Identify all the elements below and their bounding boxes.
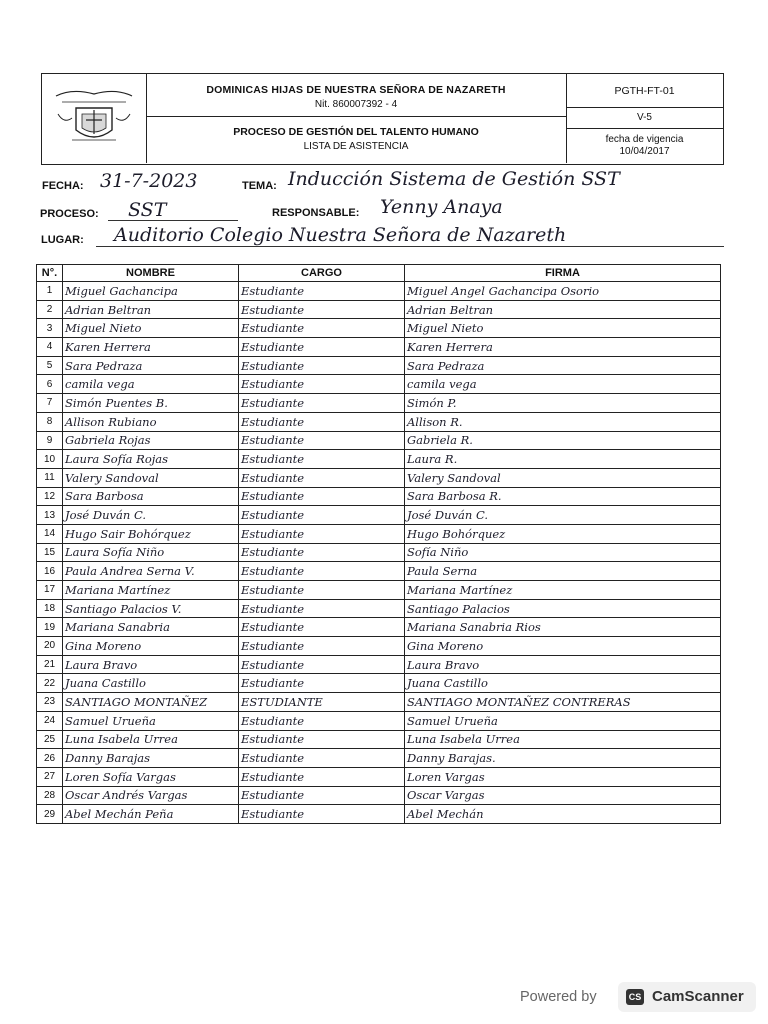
header-divider [146, 116, 566, 117]
row-signature: Miguel Nieto [405, 319, 721, 338]
row-signature: Laura R. [405, 450, 721, 469]
validity-date: 10/04/2017 [619, 146, 670, 157]
responsable-value: Yenny Anaya [380, 196, 503, 218]
row-number: 22 [37, 674, 63, 693]
table-row [37, 338, 721, 357]
row-number: 16 [37, 562, 63, 581]
header-title-block [146, 74, 567, 163]
version-divider [566, 128, 723, 129]
row-signature: Abel Mechán [405, 805, 721, 824]
org-nit: Nit. 860007392 - 4 [314, 99, 398, 110]
row-name: Sara Barbosa [63, 487, 239, 506]
document-header [41, 73, 724, 165]
row-number: 11 [37, 468, 63, 487]
camscanner-brand: CamScanner [652, 988, 744, 1005]
row-number: 4 [37, 338, 63, 357]
table-row [37, 786, 721, 805]
row-role: Estudiante [239, 468, 405, 487]
row-number: 28 [37, 786, 63, 805]
row-number: 12 [37, 487, 63, 506]
row-signature: Gabriela R. [405, 431, 721, 450]
col-header-signature: FIRMA [405, 265, 721, 282]
row-role: Estudiante [239, 338, 405, 357]
row-role: Estudiante [239, 506, 405, 525]
table-row [37, 487, 721, 506]
table-row [37, 319, 721, 338]
row-number: 7 [37, 394, 63, 413]
row-role: Estudiante [239, 786, 405, 805]
row-role: Estudiante [239, 394, 405, 413]
row-number: 21 [37, 655, 63, 674]
row-name: José Duván C. [63, 506, 239, 525]
row-name: Miguel Nieto [63, 319, 239, 338]
table-row [37, 431, 721, 450]
row-number: 3 [37, 319, 63, 338]
row-name: Oscar Andrés Vargas [63, 786, 239, 805]
row-signature: Juana Castillo [405, 674, 721, 693]
table-header-row [37, 265, 721, 282]
table-row [37, 375, 721, 394]
table-row [37, 394, 721, 413]
tema-label: TEMA: [242, 180, 277, 192]
row-signature: Mariana Martínez [405, 581, 721, 600]
row-signature: Allison R. [405, 412, 721, 431]
table-row [37, 655, 721, 674]
row-signature: camila vega [405, 375, 721, 394]
row-name: Danny Barajas [63, 749, 239, 768]
row-number: 26 [37, 749, 63, 768]
table-row [37, 767, 721, 786]
row-signature: Valery Sandoval [405, 468, 721, 487]
row-role: Estudiante [239, 450, 405, 469]
org-name: DOMINICAS HIJAS DE NUESTRA SEÑORA DE NAZARETH [206, 84, 506, 96]
lugar-label: LUGAR: [41, 234, 84, 246]
row-name: Laura Bravo [63, 655, 239, 674]
row-signature: Karen Herrera [405, 338, 721, 357]
row-number: 1 [37, 282, 63, 301]
row-signature: Mariana Sanabria Rios [405, 618, 721, 637]
row-role: Estudiante [239, 581, 405, 600]
row-name: Juana Castillo [63, 674, 239, 693]
row-number: 27 [37, 767, 63, 786]
row-signature: Paula Serna [405, 562, 721, 581]
row-signature: Gina Moreno [405, 637, 721, 656]
school-crest-logo [42, 74, 147, 163]
proceso-value: SST [128, 199, 167, 221]
table-row [37, 282, 721, 301]
table-row [37, 562, 721, 581]
validity [566, 134, 723, 158]
row-signature: Miguel Angel Gachancipa Osorio [405, 282, 721, 301]
row-name: Samuel Urueña [63, 711, 239, 730]
row-name: Loren Sofía Vargas [63, 767, 239, 786]
row-name: Valery Sandoval [63, 468, 239, 487]
proceso-underline [108, 220, 238, 221]
row-name: Paula Andrea Serna V. [63, 562, 239, 581]
form-version: V-5 [636, 112, 652, 123]
header-code-block [566, 74, 723, 163]
row-signature: Laura Bravo [405, 655, 721, 674]
table-row [37, 674, 721, 693]
row-name: Santiago Palacios V. [63, 599, 239, 618]
form-code: PGTH-FT-01 [614, 85, 675, 97]
row-name: Simón Puentes B. [63, 394, 239, 413]
row-signature: Sofía Niño [405, 543, 721, 562]
row-role: Estudiante [239, 562, 405, 581]
row-number: 10 [37, 450, 63, 469]
row-number: 2 [37, 300, 63, 319]
row-name: Karen Herrera [63, 338, 239, 357]
table-row [37, 468, 721, 487]
row-role: ESTUDIANTE [239, 693, 405, 712]
row-name: Allison Rubiano [63, 412, 239, 431]
row-signature: SANTIAGO MONTAÑEZ CONTRERAS [405, 693, 721, 712]
row-role: Estudiante [239, 618, 405, 637]
row-signature: Sara Pedraza [405, 356, 721, 375]
row-name: Adrian Beltran [63, 300, 239, 319]
table-row [37, 693, 721, 712]
row-role: Estudiante [239, 412, 405, 431]
table-row [37, 524, 721, 543]
table-row [37, 506, 721, 525]
row-number: 18 [37, 599, 63, 618]
row-number: 5 [37, 356, 63, 375]
table-row [37, 543, 721, 562]
row-number: 9 [37, 431, 63, 450]
row-role: Estudiante [239, 730, 405, 749]
row-name: Miguel Gachancipa [63, 282, 239, 301]
code-divider [566, 107, 723, 108]
row-number: 14 [37, 524, 63, 543]
row-role: Estudiante [239, 375, 405, 394]
row-name: Mariana Sanabria [63, 618, 239, 637]
camscanner-icon: CS [626, 989, 644, 1005]
lugar-underline [96, 246, 724, 247]
process-name: PROCESO DE GESTIÓN DEL TALENTO HUMANO [233, 126, 479, 138]
col-header-name: NOMBRE [63, 265, 239, 282]
row-role: Estudiante [239, 767, 405, 786]
row-name: Sara Pedraza [63, 356, 239, 375]
table-row [37, 618, 721, 637]
row-role: Estudiante [239, 431, 405, 450]
proceso-label: PROCESO: [40, 208, 99, 220]
table-row [37, 805, 721, 824]
row-name: Gabriela Rojas [63, 431, 239, 450]
row-role: Estudiante [239, 487, 405, 506]
row-name: Mariana Martínez [63, 581, 239, 600]
row-signature: Hugo Bohórquez [405, 524, 721, 543]
row-name: camila vega [63, 375, 239, 394]
table-row [37, 412, 721, 431]
table-row [37, 637, 721, 656]
table-row [37, 450, 721, 469]
row-signature: Danny Barajas. [405, 749, 721, 768]
lugar-value: Auditorio Colegio Nuestra Señora de Nazareth [114, 224, 567, 246]
row-signature: José Duván C. [405, 506, 721, 525]
row-signature: Loren Vargas [405, 767, 721, 786]
fecha-label: FECHA: [42, 180, 84, 192]
powered-by-label: Powered by [520, 989, 597, 1005]
row-name: Laura Sofía Niño [63, 543, 239, 562]
row-role: Estudiante [239, 749, 405, 768]
row-role: Estudiante [239, 282, 405, 301]
row-role: Estudiante [239, 524, 405, 543]
table-row [37, 300, 721, 319]
row-role: Estudiante [239, 300, 405, 319]
table-row [37, 356, 721, 375]
row-signature: Simón P. [405, 394, 721, 413]
row-number: 17 [37, 581, 63, 600]
attendance-table [36, 264, 721, 824]
row-number: 24 [37, 711, 63, 730]
row-name: Hugo Sair Bohórquez [63, 524, 239, 543]
row-name: Gina Moreno [63, 637, 239, 656]
row-signature: Luna Isabela Urrea [405, 730, 721, 749]
row-signature: Santiago Palacios [405, 599, 721, 618]
list-name: LISTA DE ASISTENCIA [303, 141, 409, 152]
responsable-label: RESPONSABLE: [272, 207, 360, 219]
row-role: Estudiante [239, 356, 405, 375]
table-row [37, 599, 721, 618]
row-role: Estudiante [239, 637, 405, 656]
table-row [37, 711, 721, 730]
row-number: 13 [37, 506, 63, 525]
validity-label: fecha de vigencia [605, 134, 684, 145]
row-role: Estudiante [239, 805, 405, 824]
row-name: SANTIAGO MONTAÑEZ [63, 693, 239, 712]
row-name: Luna Isabela Urrea [63, 730, 239, 749]
camscanner-badge [618, 982, 756, 1012]
row-name: Laura Sofía Rojas [63, 450, 239, 469]
row-signature: Samuel Urueña [405, 711, 721, 730]
row-signature: Adrian Beltran [405, 300, 721, 319]
col-header-number: N°. [37, 265, 63, 282]
tema-value: Inducción Sistema de Gestión SST [288, 168, 620, 190]
row-number: 19 [37, 618, 63, 637]
table-row [37, 730, 721, 749]
row-number: 15 [37, 543, 63, 562]
row-number: 23 [37, 693, 63, 712]
row-number: 25 [37, 730, 63, 749]
row-name: Abel Mechán Peña [63, 805, 239, 824]
row-signature: Oscar Vargas [405, 786, 721, 805]
row-number: 29 [37, 805, 63, 824]
row-role: Estudiante [239, 319, 405, 338]
row-role: Estudiante [239, 543, 405, 562]
table-row [37, 581, 721, 600]
row-role: Estudiante [239, 655, 405, 674]
row-number: 20 [37, 637, 63, 656]
fecha-value: 31-7-2023 [100, 170, 198, 192]
row-number: 6 [37, 375, 63, 394]
table-row [37, 749, 721, 768]
row-role: Estudiante [239, 711, 405, 730]
row-number: 8 [37, 412, 63, 431]
col-header-role: CARGO [239, 265, 405, 282]
row-signature: Sara Barbosa R. [405, 487, 721, 506]
row-role: Estudiante [239, 599, 405, 618]
row-role: Estudiante [239, 674, 405, 693]
crest-icon [42, 74, 146, 163]
